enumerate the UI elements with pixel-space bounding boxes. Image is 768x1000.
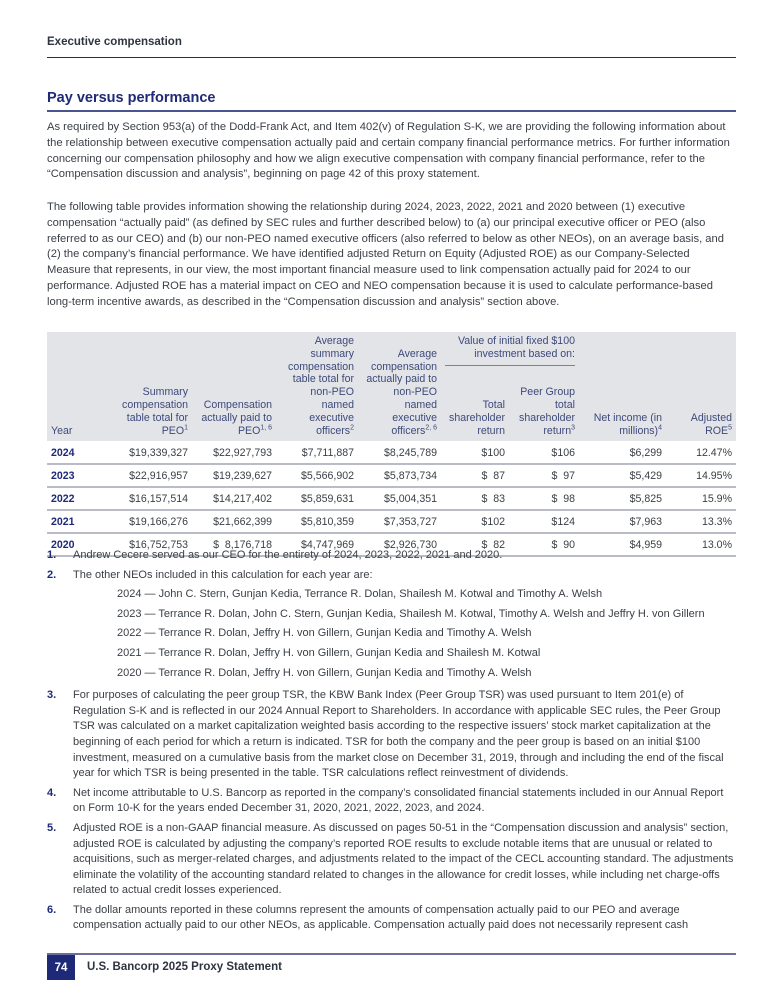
footnote-3 [47,688,736,782]
cell-avg-sct-neo: $7,711,887 [276,441,358,464]
cell-year: 2023 [47,464,109,487]
cell-cap-peo: $19,239,627 [192,464,276,487]
cell-adj-roe: 15.9% [666,487,736,510]
footnote-number: 4. [47,786,57,799]
cell-net-income: $6,299 [579,441,666,464]
cell-avg-cap-neo: $2,926,730 [358,533,441,556]
cell-adj-roe: 14.95% [666,464,736,487]
column-header-cap-peo: Compensation actually paid to PEO$^{1, 6}$ [201,398,272,437]
footnote-text: The dollar amounts reported in these columns represent the amounts of compensation actually paid to our PEO and average compensation actually paid to our other NEOs, as applicable. Compensation actually paid does not necessarily represent cash [73,903,689,932]
cell-peer-tsr: $ 97 [509,464,579,487]
section-title: Pay versus performance [47,90,736,112]
column-header-avg-sct-neo: Average summary compensation table total for non-PEO named executive officers$^2$ [288,335,354,437]
footnote-text: The other NEOs included in this calculation for each year are: [73,568,373,581]
footnote-number: 2. [47,568,57,581]
neo-year-item: 2020 — Terrance R. Dolan, Jeffry H. von Gillern, Gunjan Kedia and Timothy A. Welsh [117,666,532,679]
cell-avg-cap-neo: $5,873,734 [358,464,441,487]
footer-divider [47,953,736,955]
running-head: Executive compensation [47,36,736,58]
cell-net-income: $7,963 [579,510,666,533]
footnote-4 [47,786,736,817]
column-group-header-investment: Value of initial fixed $100 investment based on: [441,332,579,374]
cell-adj-roe: 13.0% [666,533,736,556]
cell-year: 2024 [47,441,109,464]
cell-peer-tsr: $124 [509,510,579,533]
column-header-tsr: Total shareholder return [449,398,505,437]
cell-year: 2020 [47,533,109,556]
neo-year-item: 2024 — John C. Stern, Gunjan Kedia, Terrance R. Dolan, Shailesh M. Kotwal and Timothy A. Welsh [117,588,603,601]
pay-versus-performance-table [47,332,736,557]
table-row [47,464,736,487]
page-number: 74 [47,955,75,980]
footnote-5 [47,821,736,899]
cell-sct-peo: $19,166,276 [109,510,192,533]
table-header-row-group [47,332,736,374]
footnote-text: Net income attributable to U.S. Bancorp as reported in the company’s consolidated financial statements included in our Annual Report on Form 10-K for the years ended December 31, 2020, 2021, 2022, 2023, and 2024. [73,786,724,815]
cell-avg-sct-neo: $5,810,359 [276,510,358,533]
cell-peer-tsr: $106 [509,441,579,464]
table-row [47,510,736,533]
cell-avg-cap-neo: $5,004,351 [358,487,441,510]
neo-year-item: 2023 — Terrance R. Dolan, John C. Stern, Gunjan Kedia, Shailesh M. Kotwal, Timothy A. Welsh and Jeffry H. von Gillern [117,607,705,620]
footer-document-title: U.S. Bancorp 2025 Proxy Statement [87,961,282,973]
cell-avg-cap-neo: $8,245,789 [358,441,441,464]
neo-list [117,587,736,681]
column-header-sct-peo: Summary compensation table total for PEO$^1$ [122,386,188,437]
cell-tsr: $ 87 [441,464,509,487]
footnote-text: Andrew Cecere served as our CEO for the entirety of 2024, 2023, 2022, 2021 and 2020. [73,549,503,561]
cell-avg-sct-neo: $5,859,631 [276,487,358,510]
footnote-number: 6. [47,903,57,916]
cell-avg-sct-neo: $4,747,969 [276,533,358,556]
column-header-adjusted-roe: Adjusted ROE$^5$ [690,411,732,437]
column-header-peer-tsr: Peer Group total shareholder return$^3$ [519,386,575,437]
footnotes [47,548,736,938]
cell-tsr: $ 83 [441,487,509,510]
table-row [47,487,736,510]
cell-adj-roe: 13.3% [666,510,736,533]
cell-year: 2021 [47,510,109,533]
cell-net-income: $5,429 [579,464,666,487]
intro-paragraph-2: The following table provides information showing the relationship during 2024, 2023, 2022, 2021 and 2020 between (1) executive compensation “actually paid” (as defined by SEC rules and further described below) to (a) our principal executive officer or PEO (also referred to as our CEO) and (b) our non-PEO named executive officers (also referred to below as other NEOs), on an average basis, and (2) the company’s financial performance. We have identified adjusted Return on Equity (Adjusted ROE) as our Company-Selected Measure that represents, in our view, the most important financial measure used to link compensation actually paid for 2024 to our performance. Adjusted ROE has a material impact on CEO and NEO compensation because it is used to calculate performance-based long-term incentive awards, as described in the “Compensation discussion and analysis” section above. [47,201,724,308]
cell-sct-peo: $16,752,753 [109,533,192,556]
cell-peer-tsr: $ 90 [509,533,579,556]
intro-paragraph-1: As required by Section 953(a) of the Dodd-Frank Act, and Item 402(v) of Regulation S-K, we are providing the following information about the relationship between executive compensation actually paid and certain company financial performance metrics. For further information concerning our compensation philosophy and how we align executive compensation with company financial performance, refer to the “Compensation discussion and analysis”, beginning on page 42 of this proxy statement. [47,121,730,181]
cell-sct-peo: $22,916,957 [109,464,192,487]
table-row [47,441,736,464]
cell-cap-peo: $ 8,176,718 [192,533,276,556]
footnote-number: 3. [47,689,57,702]
neo-year-item: 2021 — Terrance R. Dolan, Jeffry H. von Gillern, Gunjan Kedia and Shailesh M. Kotwal [117,646,541,659]
cell-avg-sct-neo: $5,566,902 [276,464,358,487]
footnote-text: Adjusted ROE is a non-GAAP financial measure. As discussed on pages 50-51 in the “Compensation discussion and analysis” section, adjusted ROE is calculated by adjusting the company’s reported ROE results to exclude notable items that are unusual or related to acquisitions, such as merger-related charges, and adjustments related to the impact of the CECL accounting standard. The adjustments eliminate the volatility of the accounting standard related to changes in the allowance for credit losses, while including net charge-offs related to actual credit losses experienced. [73,821,734,897]
cell-adj-roe: 12.47% [666,441,736,464]
cell-cap-peo: $21,662,399 [192,510,276,533]
cell-avg-cap-neo: $7,353,727 [358,510,441,533]
footnote-number: 1. [47,549,57,561]
column-header-net-income: Net income (in millions)$^4$ [593,411,662,437]
cell-sct-peo: $16,157,514 [109,487,192,510]
cell-net-income: $5,825 [579,487,666,510]
footnote-1 [47,548,736,564]
cell-year: 2022 [47,487,109,510]
cell-tsr: $100 [441,441,509,464]
cell-cap-peo: $22,927,793 [192,441,276,464]
footnote-text: For purposes of calculating the peer group TSR, the KBW Bank Index (Peer Group TSR) was used pursuant to Item 201(e) of Regulation S-K and is reflected in our 2024 Annual Report to Shareholders. In accordance with applicable SEC rules, the Peer Group TSR was calculated on a market capitalization weighted basis according to the respective issuers’ stock market capitalization at the beginning of each period for which a return is indicated. TSR for both the company and the peer group is based on an initial $100 investment, measured on a cumulative basis from the market close on December 31, 2019, through and including the end of the fiscal year for which TSR is being presented in the table. TSR calculations reflect reinvestment of dividends. [73,689,724,780]
cell-tsr: $ 82 [441,533,509,556]
cell-sct-peo: $19,339,327 [109,441,192,464]
cell-peer-tsr: $ 98 [509,487,579,510]
cell-tsr: $102 [441,510,509,533]
cell-net-income: $4,959 [579,533,666,556]
footnote-6 [47,903,736,934]
column-header-avg-cap-neo: Average compensation actually paid to non-PEO named executive officers$^{2, 6}$ [366,347,437,437]
footnote-2 [47,568,736,685]
column-header-year: Year [51,424,73,437]
neo-year-item: 2022 — Terrance R. Dolan, Jeffry H. von Gillern, Gunjan Kedia and Timothy A. Welsh [117,627,532,640]
cell-cap-peo: $14,217,402 [192,487,276,510]
footnote-number: 5. [47,821,57,834]
